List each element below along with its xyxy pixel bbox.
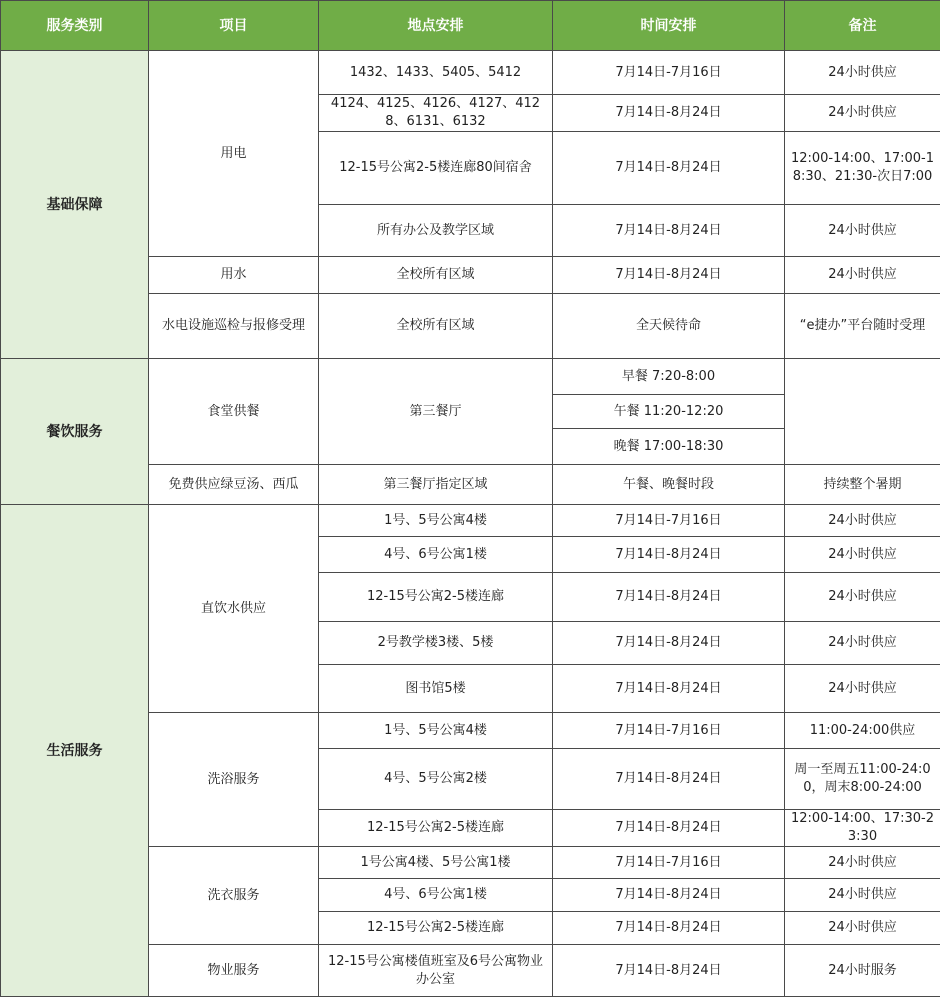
note-cell: 24小时供应 — [785, 51, 940, 95]
note-cell: 24小时供应 — [785, 505, 940, 537]
time-cell: 7月14日-7月16日 — [553, 505, 785, 537]
location-cell: 2号教学楼3楼、5楼 — [319, 622, 553, 665]
item-drinking-water: 直饮水供应 — [149, 505, 319, 713]
category-basic: 基础保障 — [1, 51, 149, 359]
note-cell: 持续整个暑期 — [785, 465, 940, 505]
category-living: 生活服务 — [1, 505, 149, 997]
item-bathing: 洗浴服务 — [149, 713, 319, 847]
location-cell: 1号公寓4楼、5号公寓1楼 — [319, 847, 553, 879]
header-category: 服务类别 — [1, 1, 149, 51]
note-cell: 24小时供应 — [785, 573, 940, 622]
time-cell: 午餐、晚餐时段 — [553, 465, 785, 505]
location-cell: 所有办公及教学区域 — [319, 205, 553, 257]
location-cell: 第三餐厅指定区域 — [319, 465, 553, 505]
note-cell: 周一至周五11:00-24:00，周末8:00-24:00 — [785, 749, 940, 810]
time-cell: 7月14日-8月24日 — [553, 879, 785, 912]
time-cell: 7月14日-8月24日 — [553, 132, 785, 205]
note-cell: 24小时供应 — [785, 622, 940, 665]
time-cell: 7月14日-8月24日 — [553, 573, 785, 622]
location-cell: 1号、5号公寓4楼 — [319, 713, 553, 749]
note-cell: 12:00-14:00、17:30-23:30 — [785, 810, 940, 847]
note-cell-empty — [785, 359, 940, 465]
category-dining: 餐饮服务 — [1, 359, 149, 505]
meal-dinner: 晚餐 17:00-18:30 — [553, 429, 785, 465]
note-cell: 11:00-24:00供应 — [785, 713, 940, 749]
note-cell: 24小时供应 — [785, 912, 940, 945]
item-laundry: 洗衣服务 — [149, 847, 319, 945]
note-cell: 24小时供应 — [785, 205, 940, 257]
note-cell: 24小时供应 — [785, 665, 940, 713]
note-cell: “e捷办”平台随时受理 — [785, 294, 940, 359]
meal-lunch: 午餐 11:20-12:20 — [553, 395, 785, 429]
location-cell: 4号、6号公寓1楼 — [319, 879, 553, 912]
location-cell: 第三餐厅 — [319, 359, 553, 465]
note-cell: 24小时供应 — [785, 879, 940, 912]
header-note: 备注 — [785, 1, 940, 51]
note-cell: 24小时供应 — [785, 95, 940, 132]
location-cell: 12-15号公寓2-5楼连廊 — [319, 912, 553, 945]
item-electricity: 用电 — [149, 51, 319, 257]
time-cell: 7月14日-7月16日 — [553, 847, 785, 879]
header-location: 地点安排 — [319, 1, 553, 51]
table-row — [1, 359, 940, 395]
location-cell: 1432、1433、5405、5412 — [319, 51, 553, 95]
meal-breakfast: 早餐 7:20-8:00 — [553, 359, 785, 395]
location-cell: 12-15号公寓2-5楼连廊 — [319, 810, 553, 847]
time-cell: 7月14日-8月24日 — [553, 665, 785, 713]
time-cell: 全天候待命 — [553, 294, 785, 359]
item-water: 用水 — [149, 257, 319, 294]
header-item: 项目 — [149, 1, 319, 51]
item-canteen: 食堂供餐 — [149, 359, 319, 465]
time-cell: 7月14日-8月24日 — [553, 810, 785, 847]
time-cell: 7月14日-8月24日 — [553, 912, 785, 945]
location-cell: 全校所有区域 — [319, 294, 553, 359]
time-cell: 7月14日-8月24日 — [553, 257, 785, 294]
item-property: 物业服务 — [149, 945, 319, 997]
note-cell: 24小时供应 — [785, 537, 940, 573]
time-cell: 7月14日-8月24日 — [553, 537, 785, 573]
note-cell: 24小时服务 — [785, 945, 940, 997]
note-cell: 12:00-14:00、17:00-18:30、21:30-次日7:00 — [785, 132, 940, 205]
time-cell: 7月14日-8月24日 — [553, 622, 785, 665]
time-cell: 7月14日-8月24日 — [553, 945, 785, 997]
location-cell: 图书馆5楼 — [319, 665, 553, 713]
time-cell: 7月14日-8月24日 — [553, 95, 785, 132]
table-row — [1, 51, 940, 95]
note-cell: 24小时供应 — [785, 257, 940, 294]
item-free-soup: 免费供应绿豆汤、西瓜 — [149, 465, 319, 505]
time-cell: 7月14日-8月24日 — [553, 749, 785, 810]
time-cell: 7月14日-8月24日 — [553, 205, 785, 257]
table-header-row — [1, 1, 940, 51]
table-row — [1, 505, 940, 537]
location-cell: 4号、5号公寓2楼 — [319, 749, 553, 810]
location-cell: 4124、4125、4126、4127、4128、6131、6132 — [319, 95, 553, 132]
note-cell: 24小时供应 — [785, 847, 940, 879]
time-cell: 7月14日-7月16日 — [553, 713, 785, 749]
location-cell: 12-15号公寓楼值班室及6号公寓物业办公室 — [319, 945, 553, 997]
location-cell: 4号、6号公寓1楼 — [319, 537, 553, 573]
header-time: 时间安排 — [553, 1, 785, 51]
location-cell: 12-15号公寓2-5楼连廊80间宿舍 — [319, 132, 553, 205]
item-inspection: 水电设施巡检与报修受理 — [149, 294, 319, 359]
time-cell: 7月14日-7月16日 — [553, 51, 785, 95]
location-cell: 12-15号公寓2-5楼连廊 — [319, 573, 553, 622]
location-cell: 1号、5号公寓4楼 — [319, 505, 553, 537]
location-cell: 全校所有区域 — [319, 257, 553, 294]
